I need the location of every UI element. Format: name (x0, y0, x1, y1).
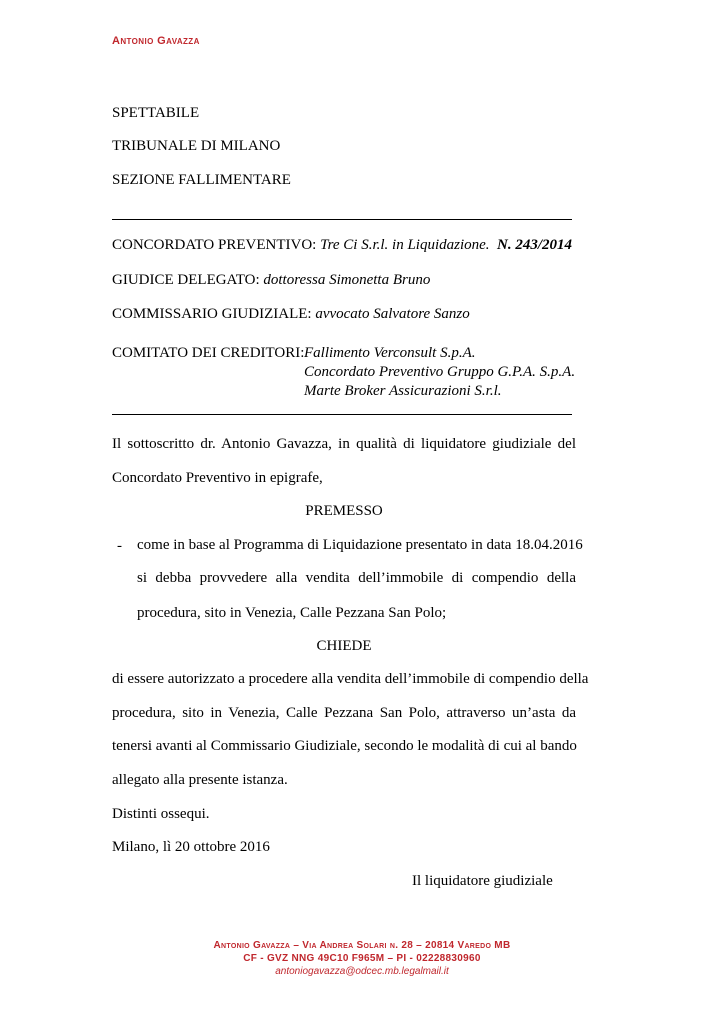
separator-bottom (112, 414, 572, 415)
chiede-line-1: di essere autorizzato a procedere alla vendita dell’immobile di compendio della (112, 671, 589, 687)
chiede-line-4: allegato alla presente istanza. (112, 772, 288, 788)
giudice-label: GIUDICE DELEGATO: (112, 272, 260, 288)
addressee-line-2: TRIBUNALE DI MILANO (112, 138, 281, 154)
comitato-member-2: Concordato Preventivo Gruppo G.P.A. S.p.A. (304, 364, 576, 380)
chiede-heading: CHIEDE (316, 638, 372, 654)
chiede-line-2: procedura, sito in Venezia, Calle Pezzana San Polo, attraverso un’asta da (112, 705, 576, 721)
giudice-row (112, 271, 430, 289)
signature-title: Il liquidatore giudiziale (412, 873, 553, 889)
concordato-value: Tre Ci S.r.l. in Liquidazione. (320, 237, 490, 253)
footer-email: antoniogavazza@odcec.mb.legalmail.it (275, 966, 449, 977)
commissario-value: avvocato Salvatore Sanzo (315, 306, 470, 322)
giudice-value: dottoressa Simonetta Bruno (263, 272, 431, 288)
intro-line-1: Il sottoscritto dr. Antonio Gavazza, in qualità di liquidatore giudiziale del (112, 436, 576, 452)
premesso-line-3: procedura, sito in Venezia, Calle Pezzana San Polo; (137, 605, 447, 621)
premesso-line-1: come in base al Programma di Liquidazione presentato in data 18.04.2016 (137, 537, 583, 553)
place-date: Milano, lì 20 ottobre 2016 (112, 839, 270, 855)
intro-line-2: Concordato Preventivo in epigrafe, (112, 470, 323, 486)
commissario-label: COMMISSARIO GIUDIZIALE: (112, 306, 312, 322)
footer-tax-ids: CF - GVZ NNG 49C10 F965M – PI - 02228830960 (243, 953, 481, 964)
comitato-label: COMITATO DEI CREDITORI: (112, 345, 305, 361)
concordato-row (112, 236, 490, 254)
premesso-heading: PREMESSO (305, 503, 383, 519)
comitato-member-3: Marte Broker Assicurazioni S.r.l. (304, 383, 502, 399)
bullet-dash: - (117, 538, 122, 554)
concordato-number: N. 243/2014 (497, 237, 572, 253)
letterhead-name: Antonio Gavazza (112, 35, 200, 47)
addressee-line-3: SEZIONE FALLIMENTARE (112, 172, 291, 188)
premesso-line-2: si debba provvedere alla vendita dell’immobile di compendio della (137, 570, 576, 586)
footer-address: Antonio Gavazza – Via Andrea Solari n. 28 – 20814 Varedo MB (213, 940, 511, 951)
closing-salutation: Distinti ossequi. (112, 806, 210, 822)
chiede-line-3: tenersi avanti al Commissario Giudiziale, secondo le modalità di cui al bando (112, 738, 577, 754)
commissario-row (112, 305, 470, 323)
concordato-label: CONCORDATO PREVENTIVO: (112, 237, 317, 253)
addressee-line-1: SPETTABILE (112, 105, 200, 121)
separator-top (112, 219, 572, 220)
comitato-member-1: Fallimento Verconsult S.p.A. (304, 345, 476, 361)
